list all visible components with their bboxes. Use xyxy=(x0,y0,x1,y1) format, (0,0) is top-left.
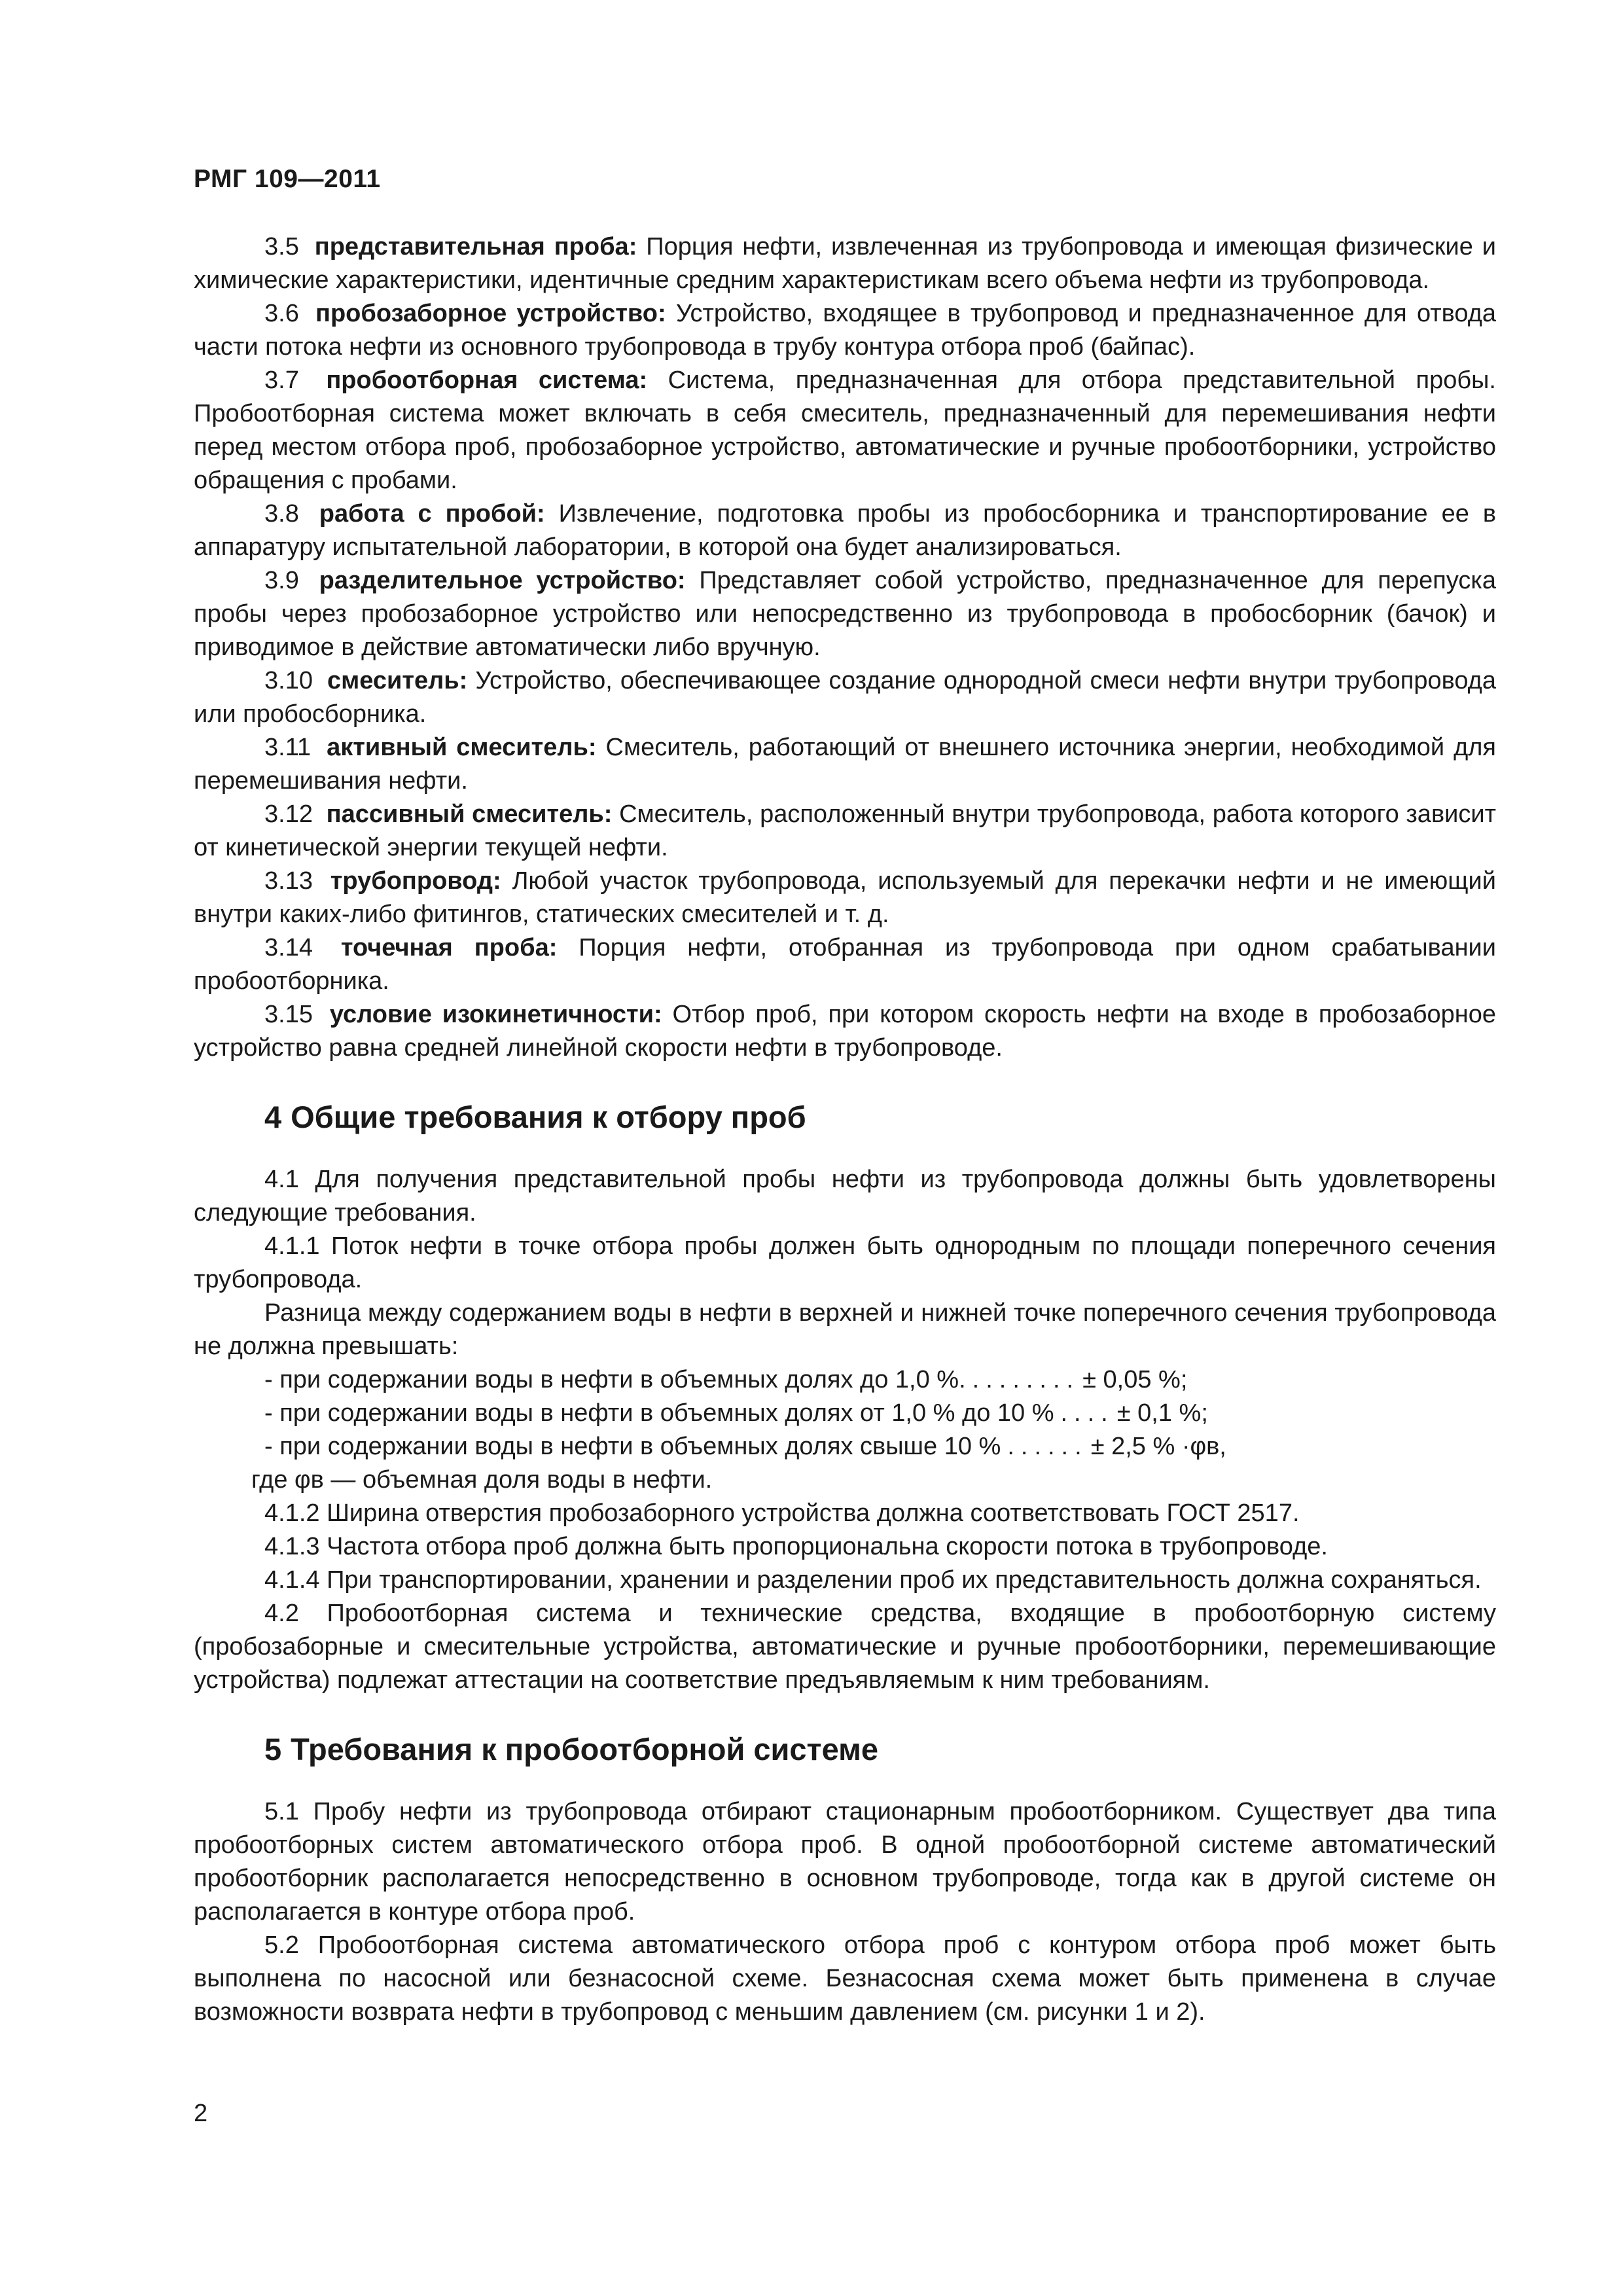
list-item: - при содержании воды в нефти в объемных долях до 1,0 %. ........ ± 0,05 %; xyxy=(264,1366,1188,1393)
paragraph-4-2: 4.2 Пробоотборная система и технические средства, входящие в пробоотборную систему (пробозаборные и смесительные устройства, автоматические и ручные пробоотборники, перемешивающие устройства) подлежат аттестации на соответствие предъявляемым к ним требованиям. xyxy=(194,1600,1496,1694)
page-number: 2 xyxy=(194,2100,208,2127)
page-body xyxy=(194,230,1496,2029)
where-clause: где φв — объемная доля воды в нефти. xyxy=(251,1466,713,1494)
paragraph-4-1-2: 4.1.2 Ширина отверстия пробозаборного устройства должна соответствовать ГОСТ 2517. xyxy=(264,1499,1300,1527)
document-code-header: РМГ 109—2011 xyxy=(194,165,381,193)
paragraph-4-1-3: 4.1.3 Частота отбора проб должна быть пропорциональна скорости потока в трубопроводе. xyxy=(264,1533,1328,1560)
term-definition: 3.8 работа с пробой: Извлечение, подготовка пробы из пробосборника и транспортирование ее в аппаратуру испытательной лаборатории, в которой она будет анализироваться. xyxy=(194,500,1497,561)
paragraph-4-1: 4.1 Для получения представительной пробы нефти из трубопровода должны быть удовлетворены следующие требования. xyxy=(194,1166,1496,1227)
term-definition: 3.11 активный смеситель: Смеситель, работающий от внешнего источника энергии, необходимой для перемешивания нефти. xyxy=(194,734,1496,795)
list-item: - при содержании воды в нефти в объемных долях от 1,0 % до 10 % .... ± 0,1 %; xyxy=(264,1399,1208,1427)
term-definition: 3.12 пассивный смеситель: Смеситель, расположенный внутри трубопровода, работа которого зависит от кинетической энергии текущей нефти. xyxy=(194,800,1496,861)
term-definition: 3.13 трубопровод: Любой участок трубопровода, используемый для перекачки нефти и не имеющий внутри каких-либо фитингов, статических смесителей и т. д. xyxy=(194,867,1496,928)
list-item: - при содержании воды в нефти в объемных долях свыше 10 % ...... ± 2,5 % ·φв, xyxy=(264,1433,1226,1460)
term-definition: 3.9 разделительное устройство: Представляет собой устройство, предназначенное для перепуска пробы через пробозаборное устройство или непосредственно из трубопровода в пробосборник (бачок) и приводимое в действие автоматически либо вручную. xyxy=(194,567,1496,661)
paragraph-water-difference: Разница между содержанием воды в нефти в верхней и нижней точке поперечного сечения трубопровода не должна превышать: xyxy=(194,1299,1496,1360)
paragraph-5-1: 5.1 Пробу нефти из трубопровода отбирают стационарным пробоотборником. Существует два типа пробоотборных систем автоматического отбора проб. В одной пробоотборной системе автоматический пробоотборник располагается непосредственно в основном трубопроводе, тогда как в другой системе он располагается в контуре отбора проб. xyxy=(194,1798,1496,1926)
terms-list xyxy=(194,230,1496,1065)
paragraph-4-1-1: 4.1.1 Поток нефти в точке отбора пробы должен быть однородным по площади поперечного сечения трубопровода. xyxy=(194,1232,1496,1293)
term-definition: 3.14 точечная проба: Порция нефти, отобранная из трубопровода при одном срабатывании пробоотборника. xyxy=(194,934,1497,995)
section-5-heading: 5 Требования к пробоотборной системе xyxy=(264,1732,879,1767)
paragraph-5-2: 5.2 Пробоотборная система автоматического отбора проб с контуром отбора проб может быть выполнена по насосной или безнасосной схеме. Безнасосная схема может быть применена в случае возможности возврата нефти в трубопровод с меньшим давлением (см. рисунки 1 и 2). xyxy=(194,1931,1496,2026)
term-definition: 3.10 смеситель: Устройство, обеспечивающее создание однородной смеси нефти внутри трубопровода или пробосборника. xyxy=(194,667,1496,728)
term-definition: 3.7 пробоотборная система: Система, предназначенная для отбора представительной пробы. Пробоотборная система может включать в себя смеситель, предназначенный для перемешивания нефти перед местом отбора проб, пробозаборное устройство, автоматические и ручные пробоотборники, устройство обращения с пробами. xyxy=(194,367,1496,494)
paragraph-4-1-4: 4.1.4 При транспортировании, хранении и разделении проб их представительность должна сохраняться. xyxy=(264,1566,1482,1594)
section-4-heading: 4 Общие требования к отбору проб xyxy=(264,1100,806,1134)
term-definition: 3.5 представительная проба: Порция нефти, извлеченная из трубопровода и имеющая физические и химические характеристики, идентичные средним характеристикам всего объема нефти из трубопровода. xyxy=(194,233,1497,294)
term-definition: 3.15 условие изокинетичности: Отбор проб, при котором скорость нефти на входе в пробозаборное устройство равна средней линейной скорости нефти в трубопроводе. xyxy=(194,1001,1496,1062)
term-definition: 3.6 пробозаборное устройство: Устройство, входящее в трубопровод и предназначенное для отвода части потока нефти из основного трубопровода в трубу контура отбора проб (байпас). xyxy=(194,300,1497,361)
